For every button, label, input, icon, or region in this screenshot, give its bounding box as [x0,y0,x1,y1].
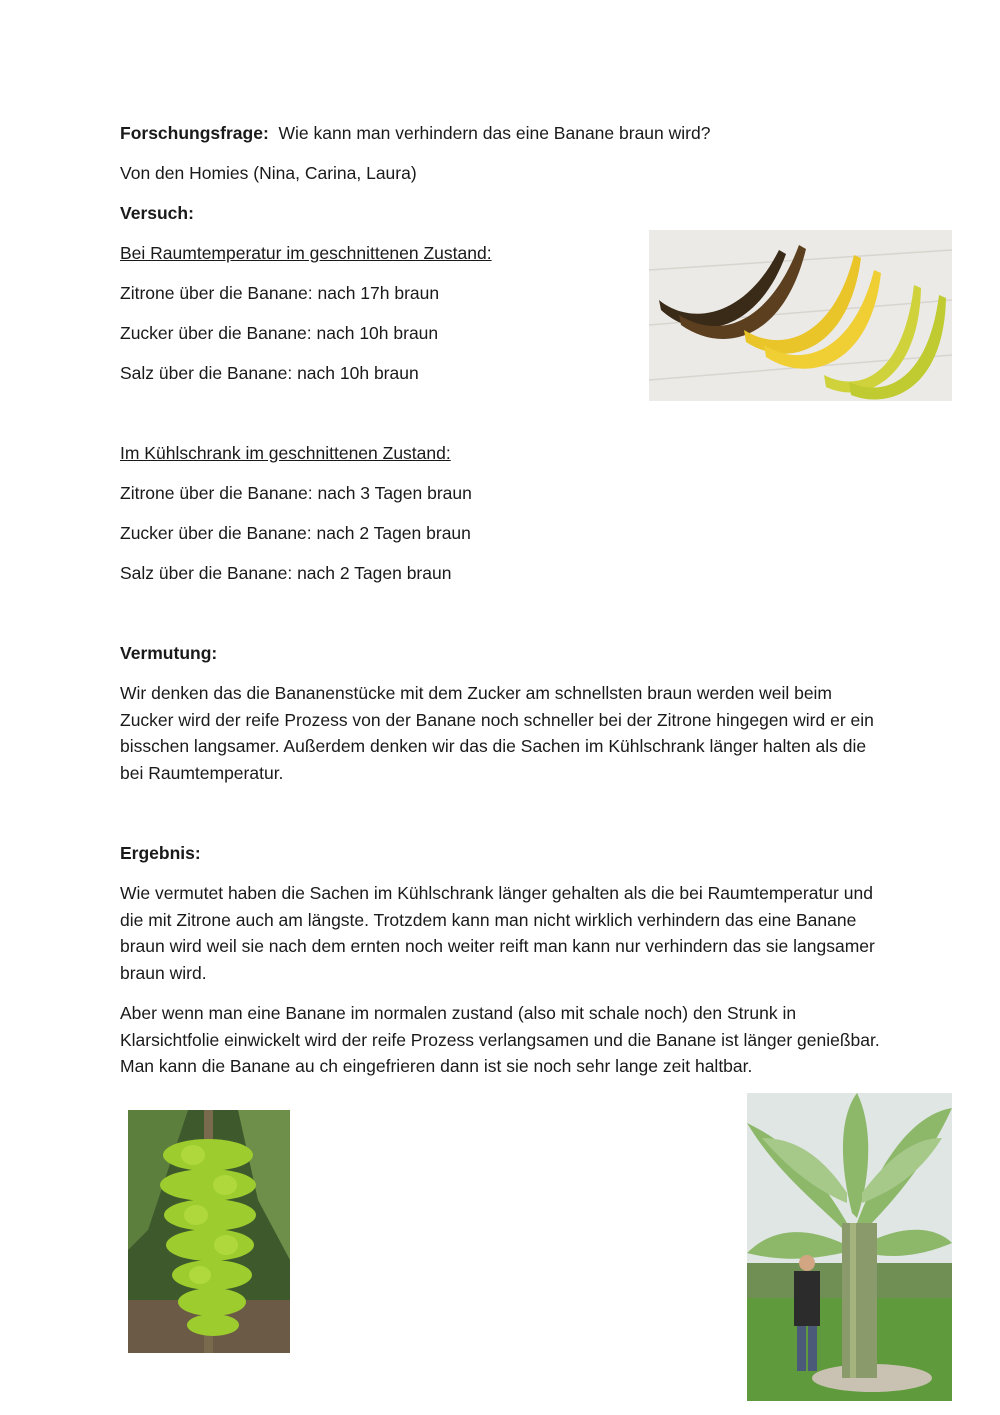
banana-bunch-image [128,1110,290,1353]
room-temp-item: Zitrone über die Banane: nach 17h braun [120,283,440,303]
experiment-heading: Versuch: [120,203,194,223]
research-question [120,120,710,147]
fridge-item: Zitrone über die Banane: nach 3 Tagen braun [120,483,472,503]
result-heading: Ergebnis: [120,843,201,863]
room-temp-heading: Bei Raumtemperatur im geschnittenen Zustand: [120,243,492,263]
room-temp-item: Zucker über die Banane: nach 10h braun [120,323,439,343]
authors-line: Von den Homies (Nina, Carina, Laura) [120,163,417,183]
fridge-heading: Im Kühlschrank im geschnittenen Zustand: [120,443,451,463]
banana-tree-image [747,1093,952,1401]
fridge-item: Zucker über die Banane: nach 2 Tagen braun [120,523,471,543]
result-paragraph: Wie vermutet haben die Sachen im Kühlschrank länger gehalten als die bei Raumtemperatur und die mit Zitrone auch am längste. Trotzdem kann man nicht wirklich verhindern das eine Banane braun wird weil sie nach dem ernten noch weiter reift man kann nur verhindern das sie langsamer braun wird. [120,883,875,983]
bananas-ripeness-image [649,230,952,401]
research-question-text: Wie kann man verhindern das eine Banane braun wird? [278,123,711,143]
hypothesis-heading: Vermutung: [120,643,218,663]
room-temp-item: Salz über die Banane: nach 10h braun [120,363,419,383]
research-question-label: Forschungsfrage: [120,123,269,143]
result-paragraph: Aber wenn man eine Banane im normalen zustand (also mit schale noch) den Strunk in Klarsichtfolie einwickelt wird der reife Prozess verlangsamen und die Banane ist länger genießbar. Man kann die Banane au ch eingefrieren dann ist sie noch sehr lange zeit haltbar. [120,1003,880,1076]
hypothesis-text: Wir denken das die Bananenstücke mit dem Zucker am schnellsten braun werden weil beim Zucker wird der reife Prozess von der Banane noch schneller bei der Zitrone hingegen wird er ein bisschen langsamer. Außerdem denken wir das die Sachen im Kühlschrank länger halten als die bei Raumtemperatur. [120,683,874,783]
fridge-item: Salz über die Banane: nach 2 Tagen braun [120,563,452,583]
